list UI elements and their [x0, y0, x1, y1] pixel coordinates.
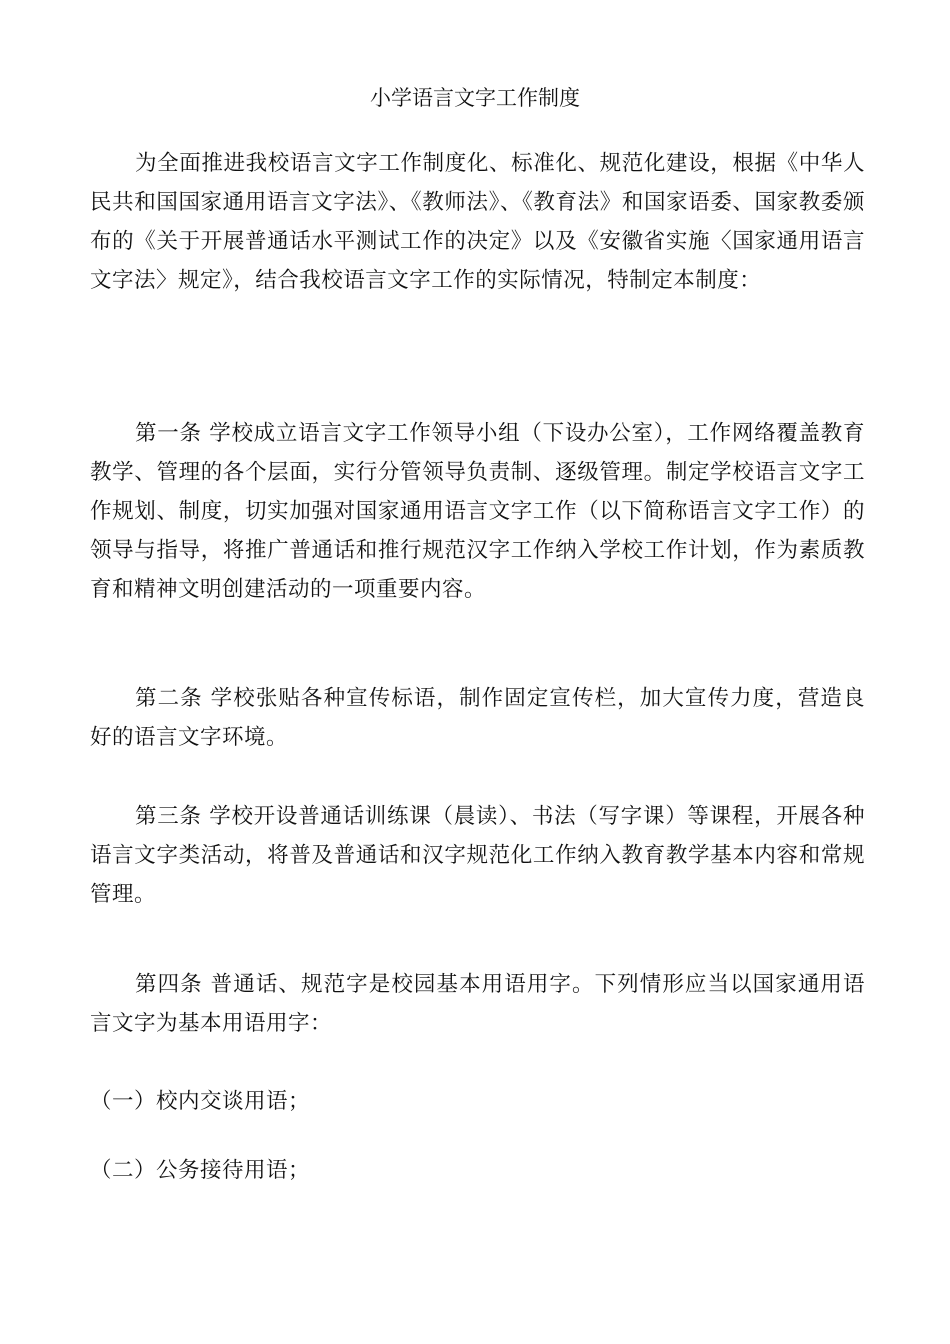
preamble-paragraph: 为全面推进我校语言文字工作制度化、标准化、规范化建设，根据《中华人民共和国国家通用语言文字法》、《教师法》、《教育法》和国家语委、国家教委颁布的《关于开展普通话水平测试工作的决定》以及《安徽省实施〈国家通用语言文字法〉规定》，结合我校语言文字工作的实际情况，特制定本制度： [90, 151, 865, 293]
article-2-paragraph: 第二条 学校张贴各种宣传标语，制作固定宣传栏，加大宣传力度，营造良好的语言文字环境。 [90, 686, 865, 750]
list-item: （二）公务接待用语； [90, 1158, 311, 1183]
document-title: 小学语言文字工作制度 [370, 86, 580, 110]
article-3-paragraph: 第三条 学校开设普通话训练课（晨读）、书法（写字课）等课程，开展各种语言文字类活动，将普及普通话和汉字规范化工作纳入教育教学基本内容和常规管理。 [90, 804, 865, 907]
list-item: （一）校内交谈用语； [90, 1089, 311, 1114]
article-1-paragraph: 第一条 学校成立语言文字工作领导小组（下设办公室），工作网络覆盖教育教学、管理的各个层面，实行分管领导负责制、逐级管理。制定学校语言文字工作规划、制度，切实加强对国家通用语言文字工作（以下简称语言文字工作）的领导与指导，将推广普通话和推行规范汉字工作纳入学校工作计划，作为素质教育和精神文明创建活动的一项重要内容。 [90, 421, 865, 602]
article-4-paragraph: 第四条 普通话、规范字是校园基本用语用字。下列情形应当以国家通用语言文字为基本用语用字： [90, 972, 865, 1036]
